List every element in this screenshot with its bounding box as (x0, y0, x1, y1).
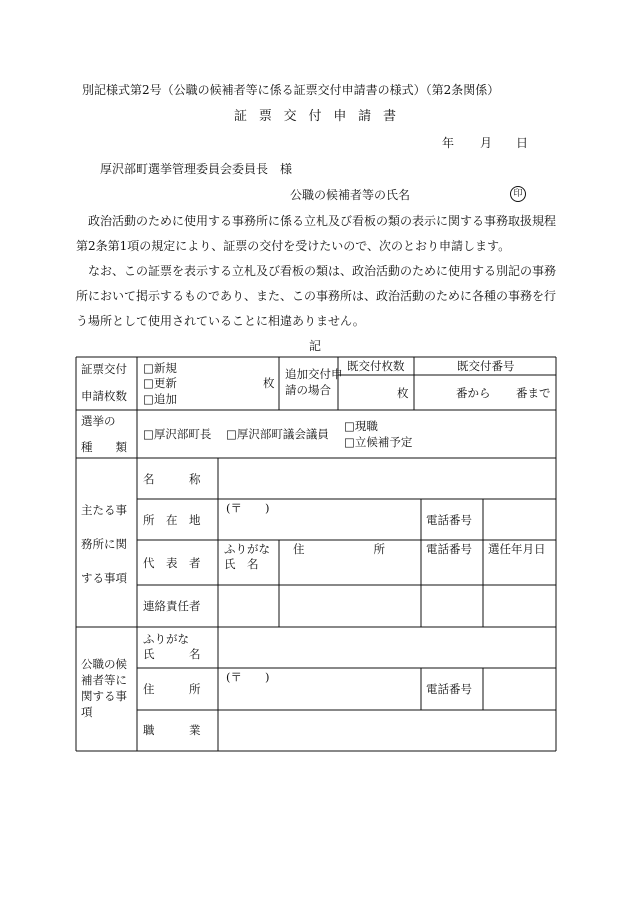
office-name-field[interactable] (219, 459, 555, 498)
date-month: 月 (480, 136, 493, 150)
issued-count-header: 既交付枚数 (347, 359, 405, 373)
office-postal-code[interactable]: (〒 ) (226, 501, 270, 515)
title-char: 申 (333, 109, 347, 124)
seal-mark: 印 (510, 186, 526, 202)
checkbox-prospective-candidate[interactable]: □立候補予定 (344, 435, 413, 449)
checkbox-mayor[interactable]: □厚沢部町長 (143, 427, 212, 441)
candidate-phone-label: 電話番号 (426, 682, 472, 696)
issued-number-header: 既交付番号 (457, 359, 515, 373)
issued-count-unit: 枚 (397, 386, 409, 400)
contact-person-label: 連絡責任者 (143, 599, 201, 613)
candidate-occupation-label: 職 業 (143, 723, 201, 737)
office-phone-field[interactable] (484, 500, 555, 539)
addressee: 厚沢部町選挙管理委員会委員長 様 (100, 162, 293, 176)
office-phone-label: 電話番号 (426, 513, 472, 527)
date-year: 年 (442, 136, 455, 150)
candidate-name-label: 氏 名 (143, 647, 201, 661)
representative-address-label: 住 所 (293, 542, 385, 556)
office-name-label: 名 称 (143, 472, 201, 486)
appointment-date-label: 選任年月日 (488, 542, 546, 556)
applicant-name-label: 公職の候補者等の氏名 (290, 188, 411, 202)
representative-furigana-label: ふりがな (224, 542, 270, 556)
representative-label: 代 表 者 (143, 556, 201, 570)
candidate-section-label-line-2: 補者等に (81, 673, 127, 687)
candidate-postal-code[interactable]: (〒 ) (226, 670, 270, 684)
paragraph-2-line-1: なお、この証票を表示する立札及び看板の類は、政治活動のために使用する別記の事務 (88, 264, 557, 278)
paragraph-2-line-2: 所において掲示するものであり、また、この事務所は、政治活動のために各種の事務を行 (76, 289, 557, 303)
candidate-furigana-text: ふりがな (143, 632, 189, 646)
candidate-name-field[interactable] (219, 628, 555, 667)
paragraph-1-line-1: 政治活動のために使用する事務所に係る立札及び看板の類の表示に関する事務取扱規程 (88, 214, 557, 228)
issued-number-to-label: 番まで (516, 386, 551, 400)
office-section-label-line-1: 主たる事 (81, 503, 127, 517)
checkbox-new[interactable]: □新規 (143, 361, 177, 375)
title-char: 票 (258, 109, 272, 124)
request-count-unit: 枚 (263, 376, 275, 390)
ki-heading: 記 (309, 339, 322, 353)
date-day: 日 (516, 136, 529, 150)
request-count-label-line-1: 証票交付 (81, 362, 127, 376)
title-char: 書 (382, 109, 396, 124)
checkbox-council-member[interactable]: □厚沢部町議会議員 (226, 427, 329, 441)
candidate-phone-field[interactable] (484, 669, 555, 709)
representative-phone-label: 電話番号 (426, 542, 472, 556)
checkbox-add[interactable]: □追加 (143, 392, 177, 406)
office-location-label: 所 在 地 (143, 513, 201, 527)
title-char: 付 (308, 109, 322, 124)
title-char: 交 (283, 109, 297, 124)
contact-person-address-field[interactable] (280, 586, 420, 626)
election-type-label-line-1: 選挙の (81, 414, 116, 428)
form-number: 別記様式第2号（公職の候補者等に係る証票交付申請書の様式）（第2条関係） (82, 83, 500, 97)
election-type-label-line-2: 種 類 (81, 440, 127, 454)
issued-number-from-label: 番から (456, 386, 491, 400)
candidate-section-label-line-4: 項 (81, 705, 93, 719)
office-section-label-line-3: する事項 (81, 571, 127, 585)
contact-person-name-field[interactable] (219, 586, 278, 626)
additional-request-label-line-2: 請の場合 (285, 383, 331, 397)
title-char: 請 (358, 109, 372, 124)
candidate-furigana-label (143, 633, 213, 646)
checkbox-renew[interactable]: □更新 (143, 376, 177, 390)
representative-name-label: 氏 名 (224, 557, 259, 571)
candidate-occupation-field[interactable] (219, 711, 555, 750)
additional-request-label-line-1: 追加交付申 (285, 367, 343, 381)
title-char: 証 (234, 109, 248, 124)
candidate-section-label-line-3: 関する事 (81, 689, 127, 703)
office-section-label-line-2: 務所に関 (81, 537, 127, 551)
candidate-address-label: 住 所 (143, 682, 201, 696)
candidate-section-label-line-1: 公職の候 (81, 657, 127, 671)
request-count-label-line-2: 申請枚数 (81, 389, 127, 403)
paragraph-1-line-2: 第2条第1項の規定により、証票の交付を受けたいので、次のとおり申請します。 (76, 239, 511, 253)
paragraph-2-line-3: う場所として使用されていることに相違ありません。 (76, 314, 365, 328)
checkbox-incumbent[interactable]: □現職 (344, 419, 378, 433)
